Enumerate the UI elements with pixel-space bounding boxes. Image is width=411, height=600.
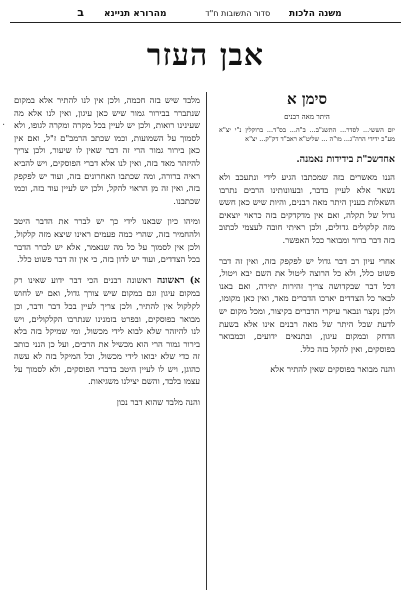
letter-opening: אחדשכ"ת בידידות נאמנה.	[296, 154, 395, 165]
paragraph: הננו מאשרים בזה שמכתבו הגיע לידי ונתעכב ולא נשאר אלא לעיין בדבר, ובעוונותינו הרבים נתרבו השאלות בענין היתר מאה רבנים, והיות שיש כאן חשש גדול של תקלה, ואם אין מדקדקים בזה כראוי יוצאים מזה קלקולים גדולים, ולכן ראיתי חובה לעצמי לכתוב בזה דבר ברור ומבואר ככל האפשר.	[219, 172, 395, 245]
paragraph: ומיהו כיון שבאנו לידי כך יש לברר את הדבר היטב ולהחמיר בזה, שהרי כמה פעמים ראינו שיצא מזה קלקול, ולכן אין לסמוך על כל מה שנאמר, אלא יש לברר הדבר בכל הצדדים, ועוד יש לדון בזה, כי אין זה דבר פשוט כלל.	[14, 216, 200, 265]
paragraph-lead: א)	[189, 274, 200, 286]
paragraph-lead: ראשונה	[156, 274, 185, 286]
siman-heading: סימן א	[286, 90, 328, 108]
siman-subhead: היתר מאה רבנים	[284, 113, 330, 121]
letter-intro: יום הששי... לסדר... התשנ"ב... ב"ה... בס"ד... ברוקלין נ"י יצ"א מע"כ ידידי הרה"ג... מו"ה ... שליט"א ראב"ד דק"ק... יצ"א	[219, 126, 395, 143]
paragraph	[14, 274, 200, 388]
paragraph: והנה מבואר בפוסקים שאין להתיר אלא	[270, 364, 395, 375]
paragraph: מלבד שיש בזה חכמה, ולכן אין לנו להתיר אלא במקום שנתברר בבירור גמור שיש כאן עיגון, ואין לנו אלא מה שעינינו רואות, ולכן יש לעיין בכל מקרה ומקרה לגופו, ולא לסמוך על השמועות, וכמו שכתב הרמב"ם ז"ל, ואם אין כאן בירור גמור הרי זה דבר שאין לו שיעור, ולכן צריך להיזהר מאד בזה, ואין לנו אלא דברי הפוסקים, ויש להביא ראיה ברורה, ומה שכתבו האחרונים בזה, ועוד יש לפקפק בזה, ואין זה מן הראוי להקל, ולכן יש לעיין עוד בזה, וכמו שכתבנו.	[14, 95, 200, 206]
book-title: מהרורא תניינא	[104, 9, 167, 19]
running-header	[14, 6, 399, 18]
center-title: סדור התשובות ח"ד	[205, 9, 271, 18]
paragraph-text: ראשונה רבנים הכי דבר ידוע שאינו רק במקום עיגון וגם במקום שיש צורך גדול, ואם יש לחוש לקלקול אין להתיר, ולכן צריך לעיין בכל דבר ודבר, וכן מבואר בפוסקים, ובפרט בזמנינו שנתרבו הקלקולים, ויש לנו להיזהר שלא לבוא לידי מכשול, ומי שמיקל בזה בלא בירור גמור הרי הוא מכשיל את הרבים, ועל כן הנני כותב זה כדי שלא יבואו לידי מכשול, וכל המיקל בזה לא עשה כהוגן, ויש לו לעיין היטב בדברי הפוסקים, ולא לסמוך על עצמו בלבד, והשם יצילנו משגיאות.	[14, 274, 200, 387]
column-divider	[206, 92, 207, 590]
header-rule	[10, 22, 401, 23]
paragraph: והנה מלבד שהוא דבר נכון	[116, 397, 200, 408]
margin-mark: ·	[2, 120, 6, 131]
paragraph: אחרי עיון רב דבר גדול יש לפקפק בזה, ואין זה דבר פשוט כלל, ולא כל הרוצה ליטול את השם יבא ויטול, דכל דבר שבקדושה צריך זהירות יתירה, ואם באנו לבאר כל הצדדים יארכו הדברים מאד, ואין כאן מקומו, ולכן נקצר ונבאר עיקרי הדברים בקיצור, ומכל מקום יש לדעת שכל היתר של מאה רבנים אינו אלא בשעת הדחק ובמקום עיגון, ובתנאים ידועים, וכמבואר בפוסקים, ואין להקל בזה כלל.	[219, 255, 395, 354]
left-column	[14, 88, 200, 592]
right-column	[219, 88, 395, 592]
page-letter: ב	[77, 6, 84, 19]
section-title: אבן העזר	[146, 38, 265, 73]
left-title: משנה הלכות	[289, 9, 342, 19]
